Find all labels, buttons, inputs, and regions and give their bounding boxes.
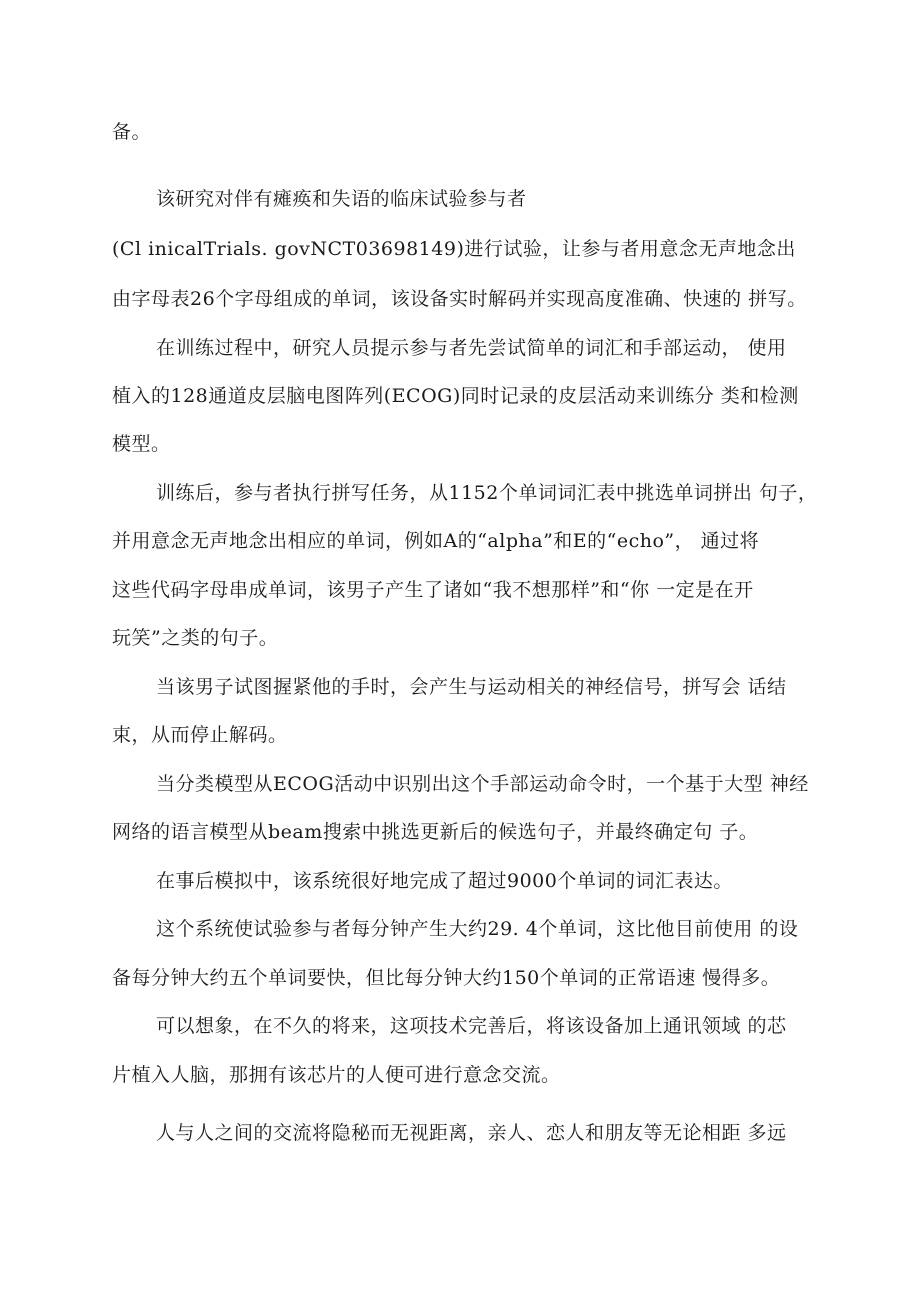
paragraph-first-line: 当该男子试图握紧他的手时，会产生与运动相关的神经信号，拼写会 话结 [156, 676, 787, 698]
paragraph-first-line: 该研究对伴有瘫痪和失语的临床试验参与者 [156, 188, 527, 210]
text-line: 模型。 [112, 433, 171, 455]
text-line: 片植入人脑，那拥有该芯片的人便可进行意念交流。 [112, 1064, 561, 1086]
text-line: 网络的语言模型从beam搜索中挑选更新后的候选句子，并最终确定句 子。 [112, 821, 759, 843]
text-line: 这些代码字母串成单词，该男子产生了诸如“我不想那样”和“你 一定是在开 [112, 579, 754, 601]
text-line: 备每分钟大约五个单词要快，但比每分钟大约150个单词的正常语速 慢得多。 [112, 967, 781, 989]
text-line: 并用意念无声地念出相应的单词，例如A的“alpha”和E的“echo”， 通过将 [112, 530, 760, 552]
text-line: 玩笑”之类的句子。 [112, 627, 279, 649]
text-line: 备。 [112, 121, 152, 143]
paragraph-first-line: 当分类模型从ECOG活动中识别出这个手部运动命令时，一个基于大型 神经 [156, 773, 809, 795]
paragraph-first-line: 在事后模拟中，该系统很好地完成了超过9000个单词的词汇表达。 [156, 870, 733, 892]
paragraph-first-line: 可以想象，在不久的将来，这项技术完善后，将该设备加上通讯领域 的芯 [156, 1015, 787, 1037]
paragraph-first-line: 这个系统使试验参与者每分钟产生大约29. 4个单词，这比他目前使用 的设 [156, 918, 799, 940]
text-line: 束，从而停止解码。 [112, 724, 288, 746]
text-line: 植入的128通道皮层脑电图阵列(ECOG)同时记录的皮层活动来训练分 类和检测 [112, 385, 799, 407]
text-line: (Cl inicalTrials. govNCT03698149)进行试验，让参与者用意念无声地念出 [112, 238, 796, 260]
paragraph-first-line: 在训练过程中，研究人员提示参与者先尝试简单的词汇和手部运动， 使用 [156, 337, 787, 359]
paragraph-first-line: 人与人之间的交流将隐秘而无视距离，亲人、恋人和朋友等无论相距 多远 [156, 1122, 787, 1144]
paragraph-first-line: 训练后，参与者执行拼写任务，从1152个单词词汇表中挑选单词拼出 句子， [156, 482, 818, 504]
text-line: 由字母表26个字母组成的单词，该设备实时解码并实现高度准确、快速的 拼写。 [112, 288, 807, 310]
